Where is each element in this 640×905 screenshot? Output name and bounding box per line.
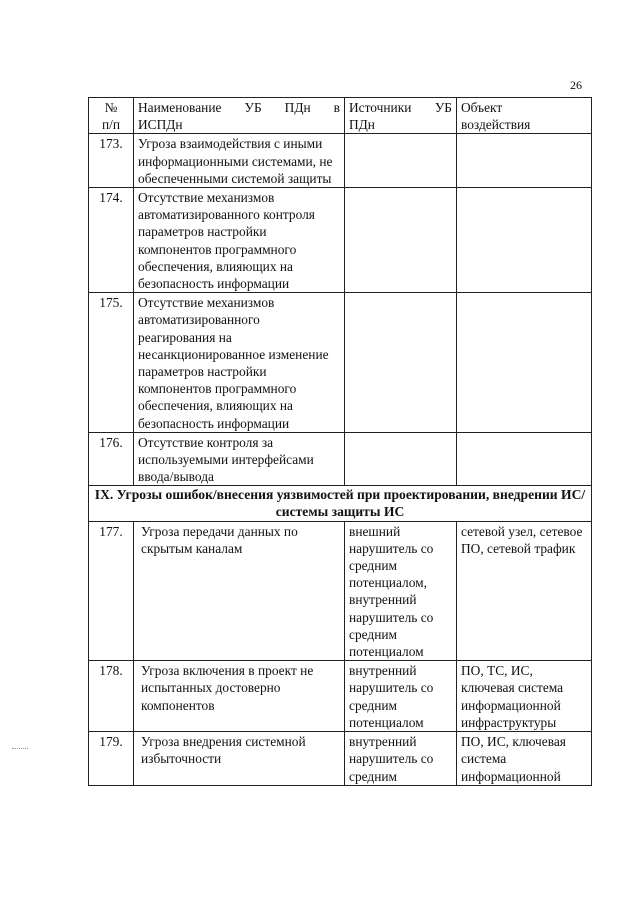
- row-threat-source: [345, 134, 457, 188]
- header-impact-object-line1: Объект: [461, 100, 503, 115]
- row-threat-name: Отсутствие контроля за используемыми интерфейсами ввода/вывода: [134, 432, 345, 486]
- row-threat-source: внешний нарушитель со средним потенциалом, внутренний нарушитель со средним потенциалом: [345, 521, 457, 661]
- table-row-179: [89, 732, 592, 786]
- table-header-row: [89, 98, 592, 134]
- table-row-175: [89, 293, 592, 433]
- row-threat-source: [345, 188, 457, 293]
- row-threat-name: Отсутствие механизмов автоматизированного контроля параметров настройки компонентов программного обеспечения, влияющих на безопасность информации: [134, 188, 345, 293]
- row-threat-source: внутренний нарушитель со средним: [345, 732, 457, 786]
- header-threat-name-line2: ИСПДн: [138, 117, 183, 133]
- row-impact-object: ПО, ИС, ключевая система информационной: [457, 732, 592, 786]
- row-number: 173.: [89, 134, 134, 188]
- header-threat-source: [345, 98, 457, 134]
- row-number: 177.: [89, 521, 134, 661]
- row-threat-source: внутренний нарушитель со средним потенциалом: [345, 661, 457, 732]
- row-number: 178.: [89, 661, 134, 732]
- header-number-line1: №: [104, 100, 118, 115]
- table-row-173: [89, 134, 592, 188]
- row-impact-object: ПО, ТС, ИС, ключевая система информационной инфраструктуры: [457, 661, 592, 732]
- row-threat-name: Угроза внедрения системной избыточности: [134, 732, 345, 786]
- row-number: 179.: [89, 732, 134, 786]
- row-threat-source: [345, 293, 457, 433]
- section-title: IX. Угрозы ошибок/внесения уязвимостей при проектировании, внедрении ИС/системы защиты ИС: [89, 486, 592, 521]
- row-impact-object: [457, 134, 592, 188]
- row-impact-object: [457, 293, 592, 433]
- row-threat-name: Угроза включения в проект не испытанных достоверно компонентов: [134, 661, 345, 732]
- header-impact-object: [457, 98, 592, 134]
- row-impact-object: [457, 188, 592, 293]
- row-threat-name: Угроза передачи данных по скрытым каналам: [134, 521, 345, 661]
- table-row-177: [89, 521, 592, 661]
- row-number: 175.: [89, 293, 134, 433]
- row-number: 176.: [89, 432, 134, 486]
- row-threat-name: Угроза взаимодействия с иными информационными системами, не обеспеченными системой защиты: [134, 134, 345, 188]
- row-impact-object: сетевой узел, сетевое ПО, сетевой трафик: [457, 521, 592, 661]
- header-threat-source-line1: Источники УБ: [349, 100, 452, 115]
- section-heading-row: [89, 486, 592, 521]
- header-threat-name-line1: Наименование УБ ПДн в: [138, 100, 340, 115]
- header-impact-object-line2: воздействия: [461, 117, 531, 133]
- table-row-176: [89, 432, 592, 486]
- row-threat-source: [345, 432, 457, 486]
- table-row-174: [89, 188, 592, 293]
- page-number: 26: [570, 78, 582, 92]
- header-number-line2: п/п: [101, 117, 121, 133]
- row-number: 174.: [89, 188, 134, 293]
- row-impact-object: [457, 432, 592, 486]
- table-row-178: [89, 661, 592, 732]
- header-number: [89, 98, 134, 134]
- row-threat-name: Отсутствие механизмов автоматизированного реагирования на несанкционированное изменение параметров настройки компонентов программного обеспечения, влияющих на безопасность информации: [134, 293, 345, 433]
- header-threat-name: [134, 98, 345, 134]
- threat-table: [88, 97, 592, 786]
- header-threat-source-line2: ПДн: [349, 117, 375, 133]
- scan-artifact-mark: [12, 748, 28, 750]
